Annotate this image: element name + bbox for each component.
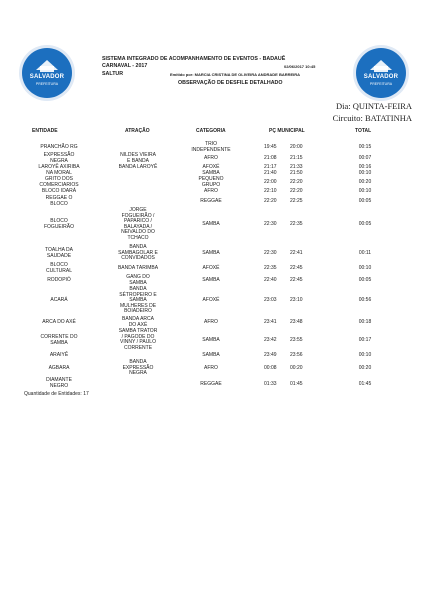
entity-cell: CORRENTE DO SAMBA bbox=[40, 334, 78, 346]
total-cell: 00:20 bbox=[358, 179, 372, 185]
attraction-cell: BANDA EXPRESSÃO NEGRA bbox=[122, 359, 154, 377]
end-time-cell: 00:20 bbox=[290, 365, 303, 371]
entity-count bbox=[24, 391, 89, 397]
category-cell: TRIO INDEPENDENTE bbox=[191, 141, 231, 153]
col-category: CATEGORIA bbox=[196, 128, 226, 134]
salvador-logo-left bbox=[22, 48, 72, 98]
entity-cell: AGBARA bbox=[48, 365, 70, 371]
total-cell: 01:45 bbox=[358, 381, 372, 387]
category-cell: SAMBA bbox=[202, 352, 220, 358]
end-time-cell: 22:45 bbox=[290, 265, 303, 271]
salvador-logo-right bbox=[356, 48, 406, 98]
attraction-cell: BANDA SÉTROPEIRO E SAMBA MULHERES DE BOIADEIRO bbox=[119, 286, 157, 315]
total-cell: 00:56 bbox=[358, 297, 372, 303]
total-cell: 00:10 bbox=[358, 188, 372, 194]
attraction-cell: BANDA ARCA DO AXÉ bbox=[122, 316, 154, 328]
city-emblem-icon bbox=[22, 48, 72, 98]
end-time-cell: 22:41 bbox=[290, 250, 303, 256]
category-cell: AFOXÉ bbox=[202, 265, 220, 271]
start-time-cell: 22:30 bbox=[264, 250, 277, 256]
total-cell: 00:05 bbox=[358, 221, 372, 227]
end-time-cell: 21:15 bbox=[290, 155, 303, 161]
entity-cell: TOALHA DA SAUDADE bbox=[45, 247, 73, 259]
category-cell: REGGAE bbox=[200, 381, 222, 387]
entity-count-label: Quantidade de Entidades: bbox=[24, 391, 82, 397]
issued-by: Emitido por: MARCIA CRISTINA DE OLIVEIRA ANDRADE BARREIRA bbox=[170, 72, 301, 77]
category-cell: AFRO bbox=[204, 365, 218, 371]
total-cell: 00:20 bbox=[358, 365, 372, 371]
logo-subtitle: PREFEITURA bbox=[369, 82, 393, 86]
col-total: TOTAL bbox=[355, 128, 372, 134]
attraction-cell: SAMBA TRATOR / PAGODE DO VINNY / PAULO CORRENTE bbox=[118, 328, 158, 351]
entity-cell: REGGAE O BLOCO bbox=[45, 195, 73, 207]
event-name: CARNAVAL - 2017 bbox=[102, 63, 148, 69]
category-cell: REGGAE bbox=[200, 198, 222, 204]
logo-subtitle: PREFEITURA bbox=[35, 82, 59, 86]
total-cell: 00:10 bbox=[358, 352, 372, 358]
start-time-cell: 21:40 bbox=[264, 170, 277, 176]
organization: SALTUR bbox=[102, 71, 124, 77]
logo-title: SALVADOR bbox=[29, 74, 65, 80]
end-time-cell: 22:45 bbox=[290, 277, 303, 283]
entity-cell: BLOCO FOGUEIRÃO bbox=[43, 218, 74, 230]
category-cell: PEQUENO GRUPO bbox=[198, 176, 224, 188]
end-time-cell: 23:48 bbox=[290, 319, 303, 325]
start-time-cell: 19:45 bbox=[264, 144, 277, 150]
total-cell: 00:18 bbox=[358, 319, 372, 325]
entity-cell: BLOCO IDARÁ bbox=[41, 188, 77, 194]
end-time-cell: 22:20 bbox=[290, 188, 303, 194]
end-time-cell: 22:35 bbox=[290, 221, 303, 227]
end-time-cell: 22:25 bbox=[290, 198, 303, 204]
start-time-cell: 22:40 bbox=[264, 277, 277, 283]
entity-cell: NA MORAL bbox=[46, 170, 72, 176]
entity-cell: ACARÁ bbox=[50, 297, 68, 303]
total-cell: 00:05 bbox=[358, 198, 372, 204]
day-label: Dia: QUINTA-FEIRA bbox=[335, 101, 412, 111]
start-time-cell: 23:49 bbox=[264, 352, 277, 358]
start-time-cell: 21:08 bbox=[264, 155, 277, 161]
attraction-cell: NILDES VIEIRA E BANDA bbox=[120, 152, 156, 164]
start-time-cell: 22:20 bbox=[264, 198, 277, 204]
total-cell: 00:11 bbox=[358, 250, 372, 256]
category-cell: AFRO bbox=[204, 188, 218, 194]
end-time-cell: 20:00 bbox=[290, 144, 303, 150]
start-time-cell: 00:08 bbox=[264, 365, 277, 371]
attraction-cell: GANG DO SAMBA bbox=[126, 274, 150, 286]
category-cell: AFOXÉ bbox=[202, 297, 220, 303]
total-cell: 00:16 bbox=[358, 164, 372, 170]
category-cell: AFRO bbox=[204, 155, 218, 161]
start-time-cell: 01:33 bbox=[264, 381, 277, 387]
attraction-cell: JORGE FOGUEIRÃO / PAPARICO / BALAYADA / NEIVALDO DO TCHACO bbox=[121, 207, 155, 241]
end-time-cell: 01:45 bbox=[290, 381, 303, 387]
end-time-cell: 22:20 bbox=[290, 179, 303, 185]
category-cell: SAMBA bbox=[202, 277, 220, 283]
attraction-cell: BANDA SAMBAGOLAR E CONVIDADOS bbox=[118, 244, 158, 262]
end-time-cell: 23:55 bbox=[290, 337, 303, 343]
entity-cell: RODOPIÓ bbox=[47, 277, 71, 283]
entity-cell: LAROYÊ AXIRIBA bbox=[38, 164, 80, 170]
col-attraction: ATRAÇÃO bbox=[125, 128, 150, 134]
total-cell: 00:15 bbox=[358, 144, 372, 150]
start-time-cell: 23:41 bbox=[264, 319, 277, 325]
start-time-cell: 23:42 bbox=[264, 337, 277, 343]
attraction-cell: BANDA LAROYÊ bbox=[118, 164, 158, 170]
total-cell: 00:07 bbox=[358, 155, 372, 161]
entity-cell: GRITO DOS COMERCIARIOS bbox=[39, 176, 79, 188]
entity-cell: DIAMANTE NEGRO bbox=[46, 377, 72, 389]
col-pc-municipal: PÇ MUNICIPAL bbox=[269, 128, 305, 134]
category-cell: SAMBA bbox=[202, 337, 220, 343]
entity-cell: ARCA DO AXÉ bbox=[42, 319, 76, 325]
category-cell: AFOXÉ bbox=[202, 164, 220, 170]
total-cell: 00:17 bbox=[358, 337, 372, 343]
end-time-cell: 21:50 bbox=[290, 170, 303, 176]
start-time-cell: 22:35 bbox=[264, 265, 277, 271]
category-cell: SAMBA bbox=[202, 250, 220, 256]
entity-cell: ARAIYÊ bbox=[49, 352, 69, 358]
category-cell: AFRO bbox=[204, 319, 218, 325]
entity-count-value: 17 bbox=[83, 391, 89, 397]
start-time-cell: 22:00 bbox=[264, 179, 277, 185]
entity-cell: BLOCO CULTURAL bbox=[45, 262, 73, 274]
total-cell: 00:10 bbox=[358, 265, 372, 271]
start-time-cell: 23:03 bbox=[264, 297, 277, 303]
total-cell: 00:10 bbox=[358, 170, 372, 176]
system-title: SISTEMA INTEGRADO DE ACOMPANHAMENTO DE EVENTOS - BADAUÊ bbox=[102, 56, 286, 62]
end-time-cell: 23:56 bbox=[290, 352, 303, 358]
total-cell: 00:05 bbox=[358, 277, 372, 283]
start-time-cell: 22:30 bbox=[264, 221, 277, 227]
circuit-label: Circuito: BATATINHA bbox=[332, 113, 412, 123]
report-datetime: 02/06/2017 10:45 bbox=[284, 64, 316, 69]
category-cell: SAMBA bbox=[202, 170, 220, 176]
city-emblem-icon bbox=[356, 48, 406, 98]
entity-cell: EXPRESSÃO NEGRA bbox=[43, 152, 75, 164]
end-time-cell: 23:10 bbox=[290, 297, 303, 303]
category-cell: SAMBA bbox=[202, 221, 220, 227]
start-time-cell: 21:17 bbox=[264, 164, 277, 170]
report-title: OBSERVAÇÃO DE DESFILE DETALHADO bbox=[178, 80, 283, 86]
entity-cell: PRANCHÃO RG bbox=[40, 144, 78, 150]
logo-title: SALVADOR bbox=[363, 74, 399, 80]
start-time-cell: 22:10 bbox=[264, 188, 277, 194]
end-time-cell: 21:33 bbox=[290, 164, 303, 170]
attraction-cell: BANDA TARIMBA bbox=[117, 265, 159, 271]
col-entity: ENTIDADE bbox=[32, 128, 58, 134]
